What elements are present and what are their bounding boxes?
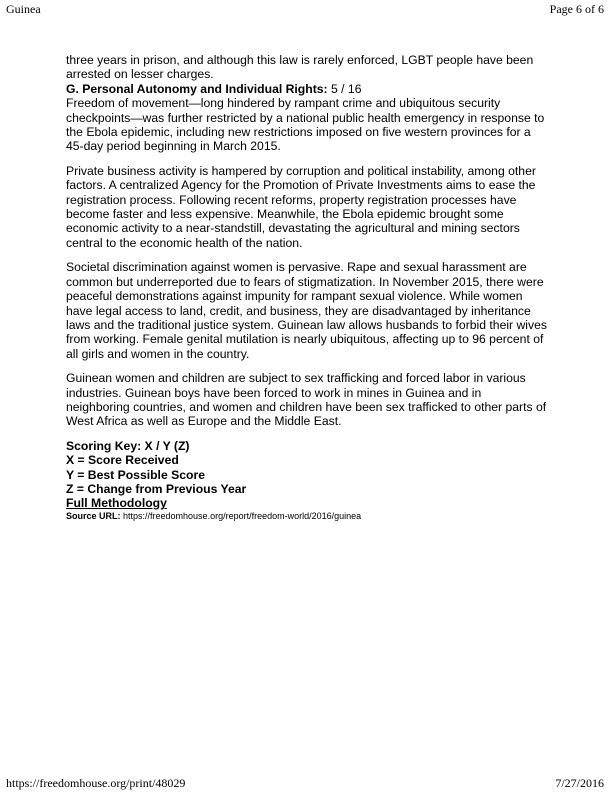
source-label: Source URL: <box>66 510 121 521</box>
source-url-value[interactable]: https://freedomhouse.org/report/freedom-world/2016/guinea <box>120 510 362 521</box>
full-methodology-link[interactable]: Full Methodology <box>66 496 167 511</box>
section-title: G. Personal Autonomy and Individual Rights: <box>66 81 328 96</box>
page-number: Page 6 of 6 <box>549 2 604 16</box>
paragraph-women: Societal discrimination against women is pervasive. Rape and sexual harassment are common but underreported due to fears of stigmatization. In November 2015, there were peaceful demonstrations against impunity for rampant sexual violence. While women have legal access to land, credit, and business, they are disadvantaged by inheritance laws and the traditional justice system. Guinean law allows husbands to forbid their wives from working. Female genital mutilation is nearly ubiquitous, affecting up to 96 percent of all girls and women in the country. <box>66 260 547 361</box>
section-score: 5 / 16 <box>327 81 362 96</box>
section-heading <box>66 82 548 96</box>
paragraph-business: Private business activity is hampered by corruption and political instability, among other factors. A centralized Agency for the Promotion of Private Investments aims to ease the registration process. Following recent reforms, property registration processes have become faster and less expensive. Meanwhile, the Ebola epidemic brought some economic activity to a near-standstill, devastating the agricultural and mining sectors central to the economic health of the nation. <box>66 163 536 250</box>
document-body <box>66 53 548 522</box>
scoring-key-z: Z = Change from Previous Year <box>66 481 247 496</box>
scoring-key-x: X = Score Received <box>66 453 179 468</box>
scoring-key-y: Y = Best Possible Score <box>66 467 205 482</box>
page-header <box>0 0 612 18</box>
footer-url: https://freedomhouse.org/print/48029 <box>6 776 186 790</box>
source-url <box>66 511 548 522</box>
intro-paragraph: three years in prison, and although this law is rarely enforced, LGBT people have been arrested on lesser charges. <box>66 53 534 82</box>
header-title: Guinea <box>6 2 41 16</box>
footer-date: 7/27/2016 <box>555 776 604 790</box>
scoring-key-title: Scoring Key: X / Y (Z) <box>66 438 190 453</box>
paragraph-movement: Freedom of movement—long hindered by rampant crime and ubiquitous security checkpoints—was further restricted by a national public health emergency in response to the Ebola epidemic, including new restrictions imposed on five western provinces for a 45-day period beginning in March 2015. <box>66 96 545 154</box>
paragraph-trafficking: Guinean women and children are subject to sex trafficking and forced labor in various industries. Guinean boys have been forced to work in mines in Guinea and in neighboring countries, and women and children have been sex trafficked to other parts of West Africa as well as Europe and the Middle East. <box>66 371 547 429</box>
